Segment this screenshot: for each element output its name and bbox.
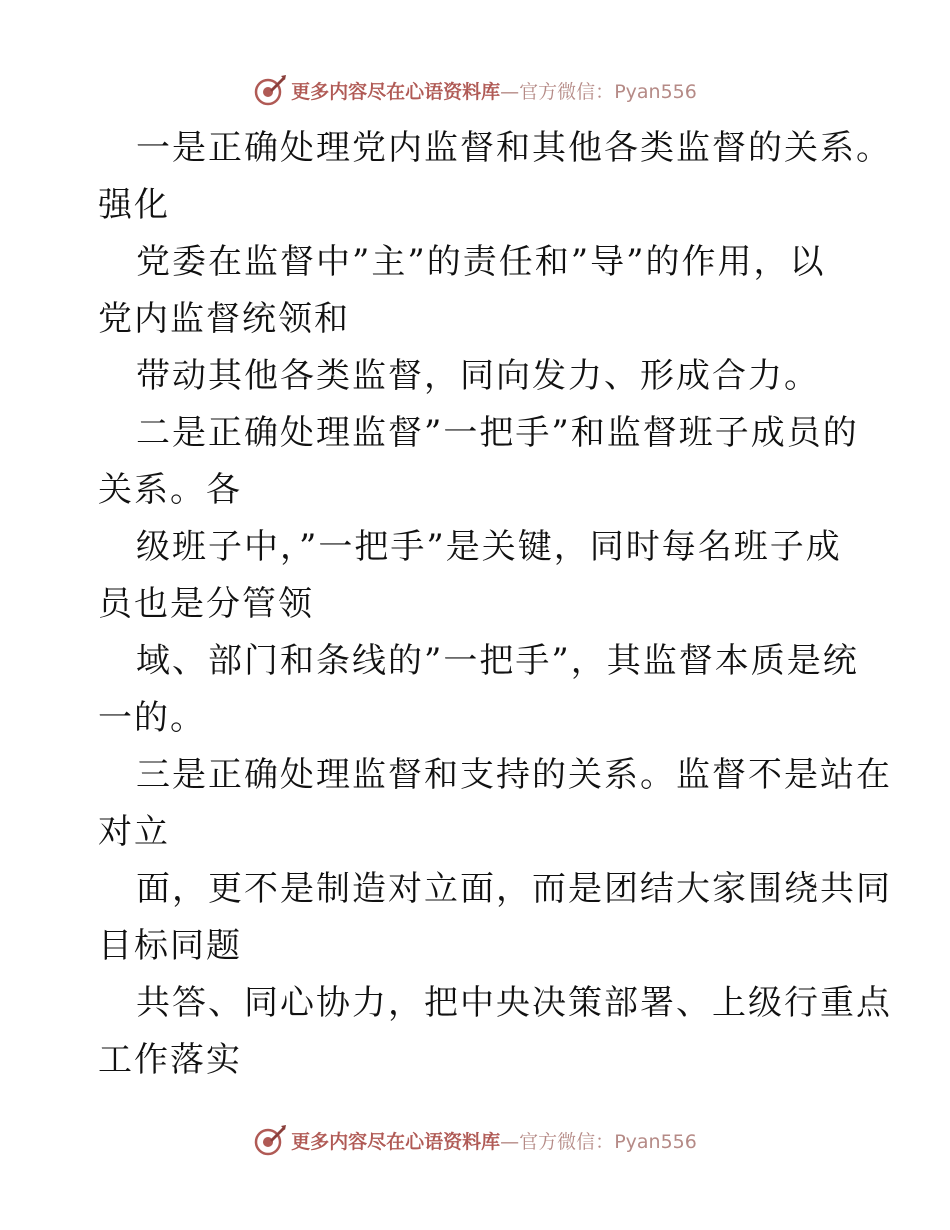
text-line: 强化 [98,185,170,225]
text-line: 员也是分管领 [98,584,314,624]
header-watermark [0,70,950,110]
text-line: 面，更不是制造对立面，而是团结大家围绕共同 [136,869,892,909]
text-line: 目标同题 [98,926,242,966]
quill-pen-logo-icon [253,1123,287,1157]
watermark-wechat-id: Pyan556 [614,1130,697,1153]
text-line: 一的。 [98,698,206,738]
text-line: 党委在监督中”主”的责任和”导”的作用，以 [136,242,826,282]
text-line: 域、部门和条线的”一把手”，其监督本质是统 [136,641,859,681]
quill-pen-logo-icon [253,73,287,107]
text-line: 级班子中，”一把手”是关键，同时每名班子成 [136,527,842,567]
text-line: 带动其他各类监督，同向发力、形成合力。 [136,356,820,396]
footer-watermark [0,1120,950,1160]
watermark-wechat-id: Pyan556 [614,80,697,103]
text-line: 二是正确处理监督”一把手”和监督班子成员的 [136,413,859,453]
text-line: 工作落实 [98,1040,242,1080]
text-line: 对立 [98,812,170,852]
text-line: 共答、同心协力，把中央决策部署、上级行重点 [136,983,892,1023]
document-body [98,120,892,1089]
watermark-site-text: 更多内容尽在心语资料库 [291,80,501,103]
watermark-site-text: 更多内容尽在心语资料库 [291,1130,501,1153]
text-line: 党内监督统领和 [98,299,350,339]
watermark-wechat-label: 官方微信： [519,1130,615,1153]
text-line: 一是正确处理党内监督和其他各类监督的关系。 [136,128,892,168]
text-line: 三是正确处理监督和支持的关系。监督不是站在 [136,755,892,795]
watermark-dash: — [500,80,520,103]
watermark-text [291,1127,697,1154]
watermark-wechat-label: 官方微信： [519,80,615,103]
watermark-dash: — [500,1130,520,1153]
text-line: 关系。各 [98,470,242,510]
watermark-text [291,77,697,104]
